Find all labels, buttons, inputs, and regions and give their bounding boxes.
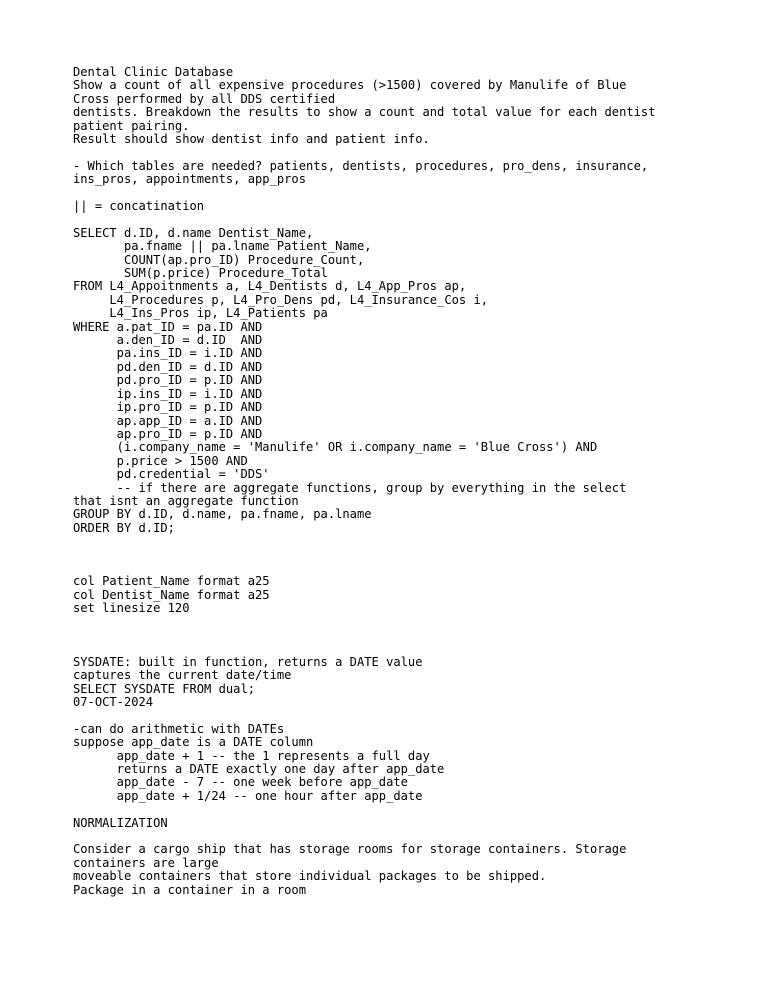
text-block bbox=[73, 66, 753, 146]
text-line: Consider a cargo ship that has storage rooms for storage containers. Storage bbox=[73, 842, 627, 857]
text-line: app_date - 7 -- one week before app_date bbox=[73, 775, 408, 790]
text-line: (i.company_name = 'Manulife' OR i.company_name = 'Blue Cross') AND bbox=[73, 440, 598, 455]
text-line: ap.pro_ID = p.ID AND bbox=[73, 426, 263, 441]
text-line: SUM(p.price) Procedure_Total bbox=[73, 266, 328, 281]
text-line: Dental Clinic Database bbox=[73, 65, 234, 79]
text-line: Package in a container in a room bbox=[73, 882, 306, 897]
text-line: col Patient_Name format a25 bbox=[73, 574, 270, 589]
text-line: Result should show dentist info and patient info. bbox=[73, 132, 430, 147]
text-line: pd.den_ID = d.ID AND bbox=[73, 359, 263, 374]
text-line: ins_pros, appointments, app_pros bbox=[73, 172, 306, 187]
text-block bbox=[73, 843, 753, 897]
text-line: pa.ins_ID = i.ID AND bbox=[73, 346, 263, 361]
text-block bbox=[73, 227, 753, 535]
text-line: containers are large bbox=[73, 855, 219, 870]
text-line: SELECT d.ID, d.name Dentist_Name, bbox=[73, 225, 314, 240]
text-line: p.price > 1500 AND bbox=[73, 453, 248, 468]
text-line: -- if there are aggregate functions, group by everything in the select bbox=[73, 480, 627, 495]
text-block bbox=[73, 200, 753, 213]
text-line: a.den_ID = d.ID AND bbox=[73, 333, 263, 348]
text-line: NORMALIZATION bbox=[73, 815, 168, 830]
text-line: ip.pro_ID = p.ID AND bbox=[73, 400, 263, 415]
text-line: GROUP BY d.ID, d.name, pa.fname, pa.lname bbox=[73, 507, 372, 522]
text-block bbox=[73, 723, 753, 803]
text-line: Show a count of all expensive procedures (>1500) covered by Manulife of Blue bbox=[73, 78, 627, 93]
text-line: -can do arithmetic with DATEs bbox=[73, 721, 285, 736]
text-block bbox=[73, 656, 753, 710]
text-line: app_date + 1/24 -- one hour after app_date bbox=[73, 788, 423, 803]
text-line: app_date + 1 -- the 1 represents a full day bbox=[73, 748, 430, 763]
text-line: FROM L4_Appoitnments a, L4_Dentists d, L4_App_Pros ap, bbox=[73, 279, 467, 294]
text-line: pd.credential = 'DDS' bbox=[73, 467, 270, 482]
text-block bbox=[73, 817, 753, 830]
text-line: L4_Ins_Pros ip, L4_Patients pa bbox=[73, 306, 328, 321]
text-line: col Dentist_Name format a25 bbox=[73, 587, 270, 602]
text-line: SYSDATE: built in function, returns a DATE value bbox=[73, 654, 423, 669]
text-line: captures the current date/time bbox=[73, 668, 292, 683]
text-line: returns a DATE exactly one day after app_date bbox=[73, 762, 445, 776]
text-block bbox=[73, 575, 753, 615]
text-line: ORDER BY d.ID; bbox=[73, 520, 175, 535]
text-line: COUNT(ap.pro_ID) Procedure_Count, bbox=[73, 252, 365, 267]
text-line: ip.ins_ID = i.ID AND bbox=[73, 386, 263, 401]
text-line: WHERE a.pat_ID = pa.ID AND bbox=[73, 319, 263, 334]
text-line: ap.app_ID = a.ID AND bbox=[73, 413, 263, 428]
text-line: patient pairing. bbox=[73, 118, 190, 133]
text-line: pa.fname || pa.lname Patient_Name, bbox=[73, 239, 372, 254]
text-line: set linesize 120 bbox=[73, 601, 190, 616]
text-line: pd.pro_ID = p.ID AND bbox=[73, 373, 263, 388]
text-line: || = concatination bbox=[73, 199, 205, 214]
text-line: suppose app_date is a DATE column bbox=[73, 735, 314, 750]
text-line: SELECT SYSDATE FROM dual; bbox=[73, 681, 256, 696]
text-line: 07-OCT-2024 bbox=[73, 694, 154, 709]
text-line: dentists. Breakdown the results to show a count and total value for each dentist bbox=[73, 105, 656, 120]
text-block bbox=[73, 160, 753, 187]
text-line: Cross performed by all DDS certified bbox=[73, 91, 336, 106]
text-line: that isnt an aggregate function bbox=[73, 493, 299, 508]
text-line: L4_Procedures p, L4_Pro_Dens pd, L4_Insurance_Cos i, bbox=[73, 292, 489, 307]
document-page bbox=[73, 66, 753, 897]
text-line: - Which tables are needed? patients, dentists, procedures, pro_dens, insurance, bbox=[73, 158, 649, 173]
text-line: moveable containers that store individual packages to be shipped. bbox=[73, 869, 547, 884]
